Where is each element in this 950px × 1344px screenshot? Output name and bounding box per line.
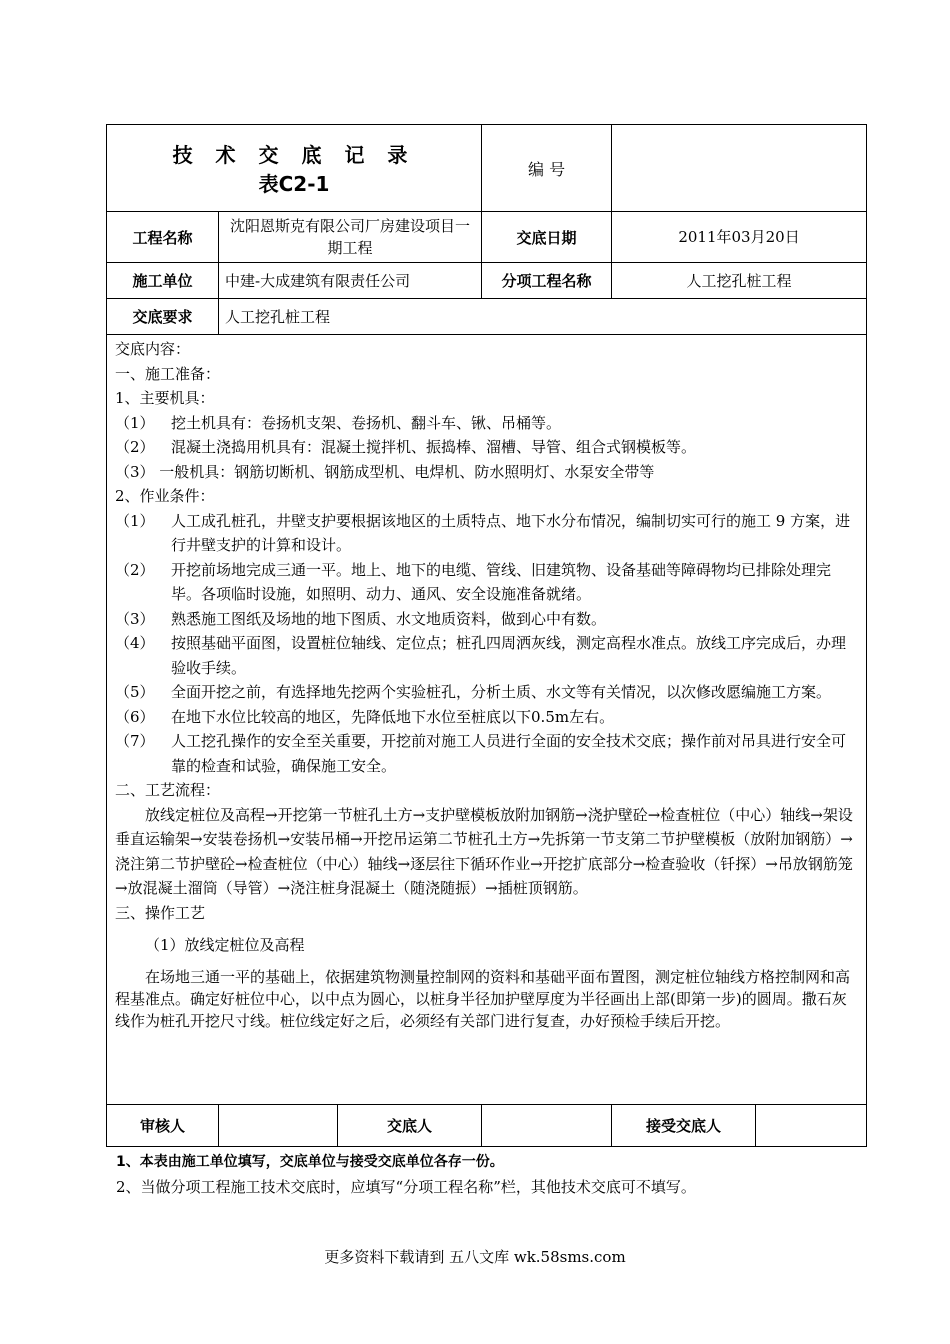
receiver-label: 接受交底人 (612, 1105, 756, 1147)
item-text: 挖土机具有：卷扬机支架、卷扬机、翻斗车、锹、吊桶等。 (171, 413, 562, 432)
item-number: （6） (115, 707, 155, 726)
reviewer-label: 审核人 (107, 1105, 219, 1147)
section-2-title: 二、工艺流程： (115, 781, 221, 799)
requirement-label: 交底要求 (107, 299, 219, 335)
section-3-1-title: （1）放线定桩位及高程 (145, 936, 305, 954)
content-heading: 交底内容： (115, 340, 191, 358)
reviewer-signature-field[interactable] (219, 1105, 338, 1147)
item-text: 人工挖孔操作的安全至关重要，开挖前对施工人员进行全面的安全技术交底；操作前对吊具进行安全可靠的检查和试验，确保施工安全。 (171, 732, 847, 775)
item-text: 开挖前场地完成三通一平。地上、地下的电缆、管线、旧建筑物、设备基础等障碍物均已排除处理完毕。各项临时设施，如照明、动力、通风、安全设施准备就绪。 (171, 560, 832, 603)
briefing-date-label: 交底日期 (482, 212, 612, 263)
presenter-label: 交底人 (338, 1105, 482, 1147)
note-2: 2、当做分项工程施工技术交底时，应填写“分项工程名称”栏，其他技术交底可不填写。 (116, 1178, 696, 1196)
item-number: （1） (115, 413, 155, 432)
technical-briefing-form (106, 124, 866, 1147)
note-1: 1、本表由施工单位填写，交底单位与接受交底单位各存一份。 (116, 1154, 504, 1170)
item-number: （2） (115, 438, 155, 456)
list-item: （3） 一般机具：钢筋切断机、钢筋成型机、电焊机、防水照明灯、水泵安全带等 (115, 462, 655, 481)
number-field[interactable] (612, 125, 867, 212)
list-item (115, 435, 860, 460)
number-label: 编 号 (482, 125, 612, 212)
list-item (115, 607, 860, 632)
list-item (115, 631, 860, 680)
footer-link[interactable]: 更多资料下载请到 五八文库 wk.58sms.com (324, 1248, 626, 1266)
item-text: 按照基础平面图，设置桩位轴线、定位点；桩孔四周洒灰线，测定高程水准点。放线工序完成后，办理验收手续。 (171, 634, 847, 677)
construction-unit-label: 施工单位 (107, 263, 219, 299)
list-item (115, 558, 860, 607)
list-item (115, 729, 860, 778)
item-number: （1） (115, 511, 155, 530)
form-code: 表C2-1 (258, 172, 330, 196)
construction-unit-value[interactable]: 中建-大成建筑有限责任公司 (219, 263, 482, 299)
list-item (115, 411, 860, 436)
section-3-1-text: 在场地三通一平的基础上，依据建筑物测量控制网的资料和基础平面布置图，测定桩位轴线方格控制网和高程基准点。确定好桩位中心，以中点为圆心，以桩身半径加护壁厚度为半径画出上部(即第一步)的圆周。撒石灰线作为桩孔开挖尺寸线。桩位线定好之后，必须经有关部门进行复查，办好预检手续后开挖。 (115, 967, 851, 1030)
project-name-label: 工程名称 (107, 212, 219, 263)
item-text: 熟悉施工图纸及场地的地下图质、水文地质资料，做到心中有数。 (171, 609, 607, 628)
item-text: 全面开挖之前，有选择地先挖两个实验桩孔，分析土质、水文等有关情况，以次修改愿编施工方案。 (171, 683, 832, 701)
briefing-content (107, 335, 867, 1105)
form-title: 技 术 交 底 记 录 (172, 143, 416, 167)
item-number: （7） (115, 732, 155, 750)
list-item (115, 705, 860, 730)
form-table (106, 124, 867, 1147)
receiver-signature-field[interactable] (756, 1105, 867, 1147)
item-text: 人工成孔桩孔，井壁支护要根据该地区的土质特点、地下水分布情况，编制切实可行的施工 9 方案，进行井壁支护的计算和设计。 (171, 511, 851, 554)
form-title-cell (107, 125, 482, 212)
subproject-name-label: 分项工程名称 (482, 263, 612, 299)
list-item (115, 509, 860, 558)
presenter-signature-field[interactable] (482, 1105, 612, 1147)
item-text: 在地下水位比较高的地区，先降低地下水位至桩底以下0.5m左右。 (171, 707, 615, 726)
section-1-2-title: 2、作业条件： (115, 487, 215, 505)
item-number: （3） (115, 609, 155, 628)
requirement-value[interactable]: 人工挖孔桩工程 (219, 299, 867, 335)
item-number: （4） (115, 634, 155, 652)
subproject-name-value[interactable]: 人工挖孔桩工程 (612, 263, 867, 299)
list-item (115, 680, 860, 705)
section-3-title: 三、操作工艺 (115, 903, 206, 922)
project-name-value[interactable]: 沈阳恩斯克有限公司厂房建设项目一期工程 (219, 212, 482, 263)
section-1-title: 一、施工准备： (115, 364, 221, 383)
section-1-1-title: 1、主要机具： (115, 389, 215, 407)
item-number: （2） (115, 560, 155, 579)
briefing-date-value[interactable]: 2011年03月20日 (612, 212, 867, 263)
item-text: 混凝土浇捣用机具有：混凝土搅拌机、振捣棒、溜槽、导管、组合式钢模板等。 (171, 438, 697, 456)
process-flow-text: 放线定桩位及高程→开挖第一节桩孔土方→支护壁模板放附加钢筋→浇护壁砼→检查桩位（中心）轴线→架设垂直运输架→安装卷扬机→安装吊桶→开挖吊运第二节桩孔土方→先拆第一节支第二节护壁模板（放附加钢筋）→浇注第二节护壁砼→检查桩位（中心）轴线→逐层往下循环作业→开挖扩底部分→检查验收（钎探）→吊放钢筋笼→放混凝土溜筒（导管）→浇注桩身混凝土（随浇随振）→插桩顶钢筋。 (115, 805, 853, 897)
item-number: （5） (115, 683, 155, 701)
form-notes (116, 1150, 876, 1200)
